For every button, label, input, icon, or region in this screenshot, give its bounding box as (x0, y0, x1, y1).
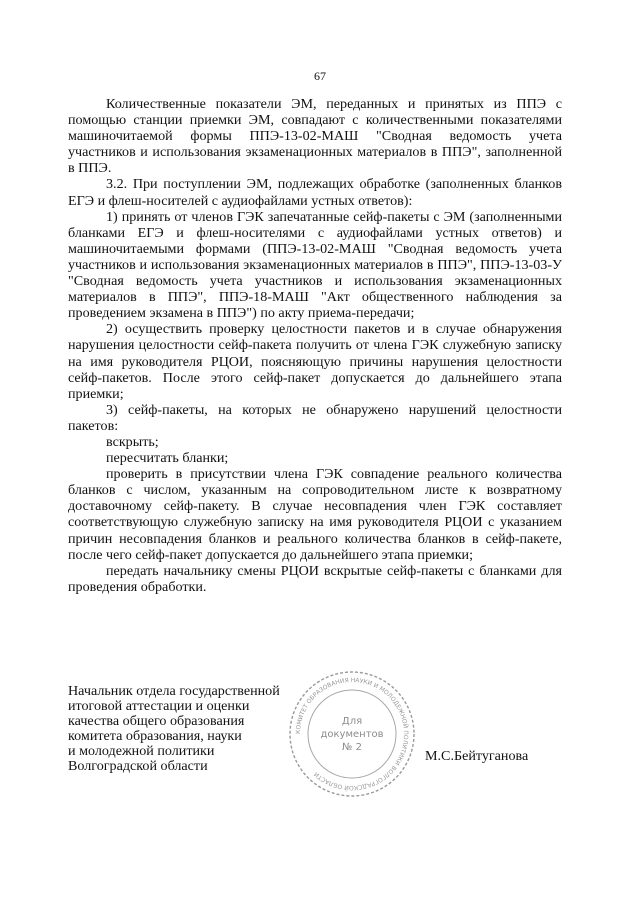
list-item-2-check-integrity: 2) осуществить проверку целостности пакетов и в случае обнаружения нарушения целостности сейф-пакета получить от члена ГЭК служебную записку на имя руководителя РЦОИ, поясняющую причины нарушения целостности сейф-пакетов. После этого сейф-пакет допускается до дальнейшего этапа приемки; (68, 321, 562, 402)
sub-item-recount: пересчитать бланки; (106, 450, 229, 467)
stamp-inner-line: документов (320, 729, 384, 740)
position-line: качества общего образования (68, 713, 245, 729)
position-line: Волгоградской области (68, 758, 208, 774)
paragraph-section-3-2: 3.2. При поступлении ЭМ, подлежащих обработке (заполненных бланков ЕГЭ и флеш-носителей с аудиофайлами устных ответов): (68, 176, 562, 209)
stamp-ring-text: КОМИТЕТ ОБРАЗОВАНИЯ НАУКИ И МОЛОДЕЖНОЙ ПОЛИТИКИ ВОЛГОГРАДСКОЙ ОБЛАСТИ (294, 676, 410, 792)
signer-name: М.С.Бейтуганова (425, 748, 529, 764)
position-line: итоговой аттестации и оценки (68, 698, 250, 714)
position-line: комитета образования, науки (68, 728, 242, 744)
page-number: 67 (314, 69, 326, 83)
paragraph-quantitative-indicators: Количественные показатели ЭМ, переданных и принятых из ППЭ с помощью станции приемки ЭМ, совпадают с количественными показателями машиночитаемой формы ППЭ-13-02-МАШ "Сводная ведомость учета участников и использования экзаменационных материалов в ППЭ", заполненной в ППЭ. (68, 96, 562, 177)
stamp-inner-line: Для (341, 716, 363, 727)
stamp-inner-line: № 2 (342, 742, 362, 753)
position-line: и молодежной политики (68, 743, 215, 759)
list-item-3-intact-packets: 3) сейф-пакеты, на которых не обнаружено нарушений целостности пакетов: (68, 401, 562, 434)
official-stamp (286, 668, 418, 800)
sub-item-open: вскрыть; (106, 433, 159, 450)
position-line: Начальник отдела государственной (68, 683, 280, 699)
sub-item-transfer: передать начальнику смены РЦОИ вскрытые сейф-пакеты с бланками для проведения обработки. (68, 562, 562, 595)
document-body (68, 96, 562, 595)
sub-item-verify-count: проверить в присутствии члена ГЭК совпадение реального количества бланков с числом, указанным на сопроводительном листе к возвратному доставочному сейф-пакету. В случае несовпадения член ГЭК составляет соответствующую служебную записку на имя руководителя РЦОИ с указанием причин несовпадения бланков и реального количества бланков в сейф-пакете, после чего сейф-пакет допускается до дальнейшего этапа приемки; (68, 466, 562, 563)
signatory-position (68, 684, 308, 774)
list-item-1-accept-packets: 1) принять от членов ГЭК запечатанные сейф-пакеты с ЭМ (заполненными бланками ЕГЭ и флеш-носителями с аудиофайлами устных ответов) и машиночитаемыми формами (ППЭ-13-02-МАШ "Сводная ведомость учета участников и использования экзаменационных материалов в ППЭ", ППЭ-13-03-У "Сводная ведомость учета участников и использования экзаменационных материалов в ППЭ", ППЭ-18-МАШ "Акт общественного наблюдения за проведением экзамена в ППЭ") по акту приема-передачи; (68, 208, 562, 322)
